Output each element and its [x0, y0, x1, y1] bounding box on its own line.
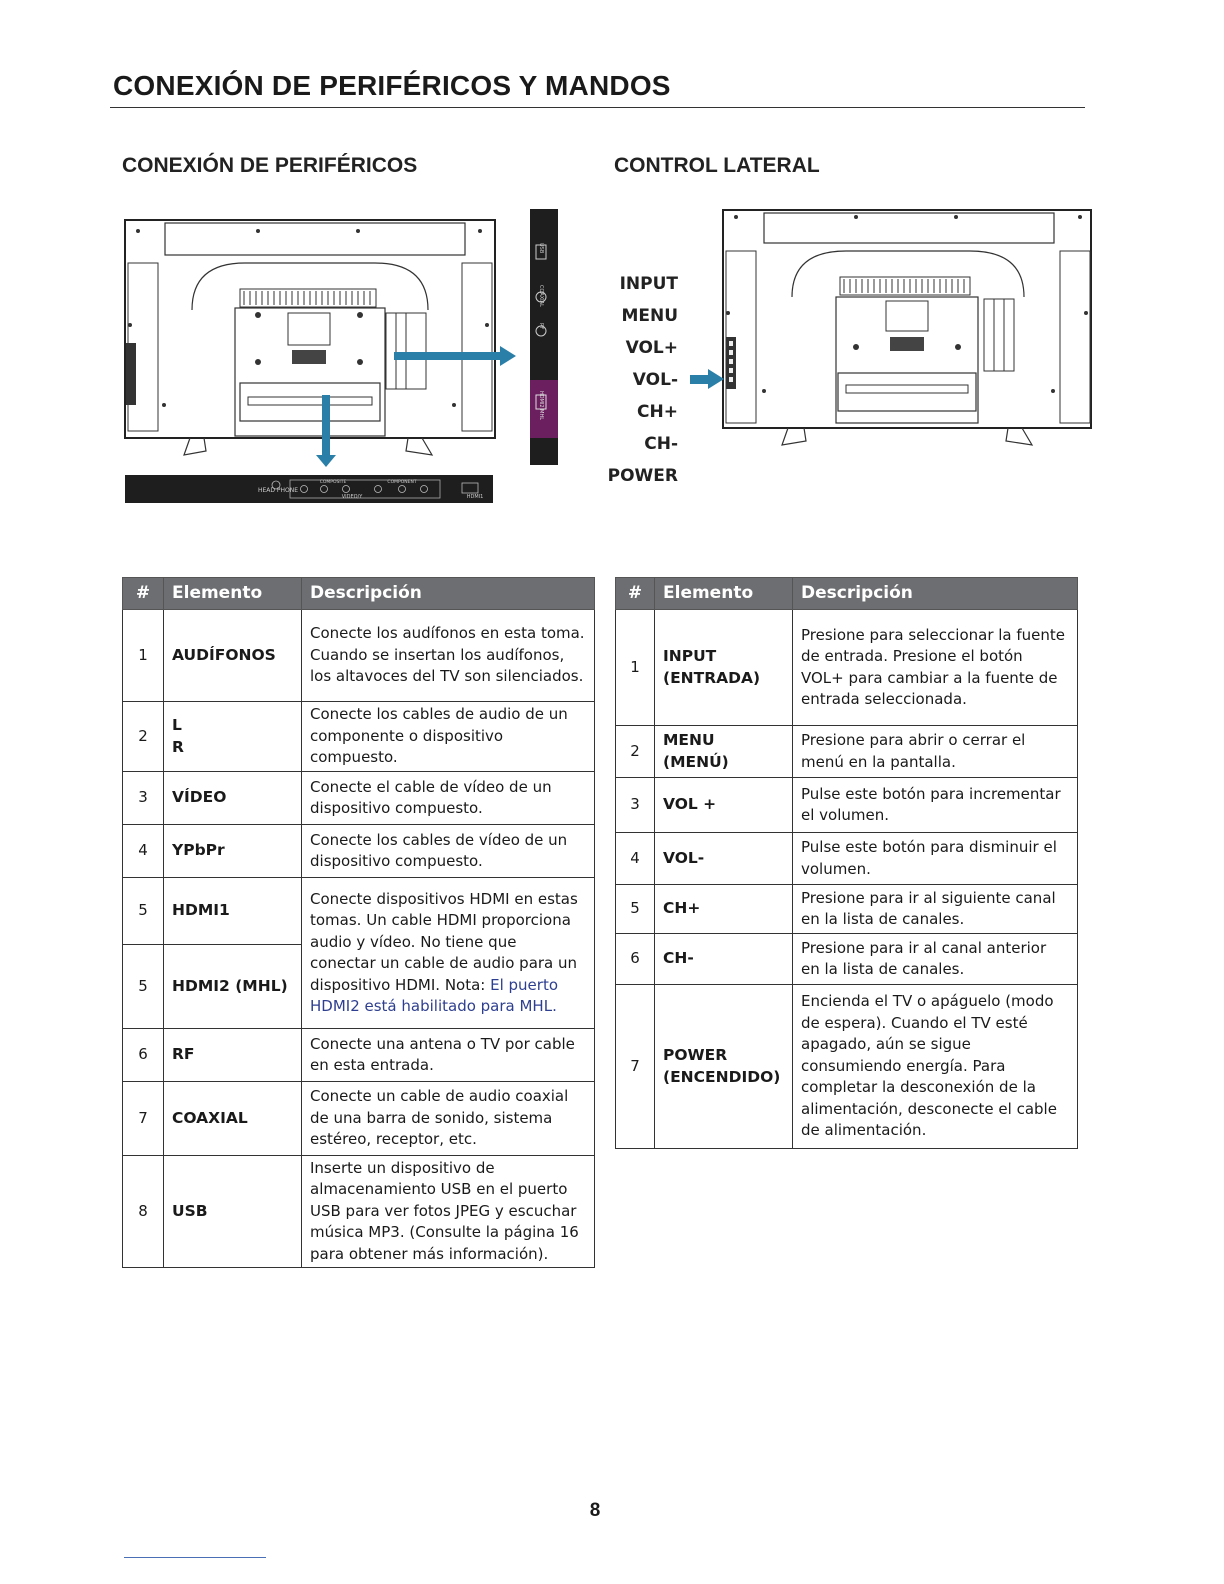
row-element: VOL- — [655, 833, 793, 885]
label-headphone: HEAD PHONE — [257, 487, 299, 494]
side-label-vol-down: VOL- — [632, 370, 678, 390]
row-description: Pulse este botón para disminuir el volumen. — [793, 833, 1078, 885]
label-hdmi1: HDMI1 — [466, 494, 484, 500]
row-element — [164, 702, 302, 772]
title-divider — [110, 107, 1085, 108]
row-element: YPbPr — [164, 825, 302, 878]
arrow-right-head — [500, 346, 516, 366]
row-element: RF — [164, 1029, 302, 1082]
tv-side-control-figure — [688, 205, 1098, 460]
row-description: Inserte un dispositivo de almacenamiento USB en el puerto USB para ver fotos JPEG y escuchar música MP3. (Consulte la página 16 para obtener más información). — [302, 1156, 595, 1268]
page-title: CONEXIÓN DE PERIFÉRICOS Y MANDOS — [113, 70, 671, 101]
table-row — [123, 1029, 595, 1082]
tv-back-diagram — [120, 205, 565, 510]
label-usb: USB — [538, 243, 544, 254]
row-description: Conecte los cables de vídeo de un dispositivo compuesto. — [302, 825, 595, 878]
row-num: 4 — [616, 833, 655, 885]
col-header-num: # — [123, 578, 164, 610]
side-label-power: POWER — [607, 466, 678, 486]
table-row — [123, 1082, 595, 1156]
row-num: 1 — [123, 610, 164, 702]
row-description-hdmi — [302, 878, 595, 1029]
col-header-element: Elemento — [164, 578, 302, 610]
row-element: HDMI2 (MHL) — [164, 945, 302, 1029]
row-element: HDMI1 — [164, 878, 302, 945]
row-element — [655, 610, 793, 726]
row-description: Encienda el TV o apáguelo (modo de espera). Cuando el TV esté apagado, aún se sigue consumiendo energía. Para completar la desconexión de la alimentación, desconecte el cable de alimentación. — [793, 985, 1078, 1149]
table-header-row — [616, 578, 1078, 610]
label-composite: COMPOSITE — [319, 480, 347, 485]
row-element: COAXIAL — [164, 1082, 302, 1156]
table-row — [123, 825, 595, 878]
row-description: Pulse este botón para incrementar el volumen. — [793, 778, 1078, 833]
row-num: 3 — [123, 772, 164, 825]
row-element: CH+ — [655, 885, 793, 934]
col-header-description: Descripción — [793, 578, 1078, 610]
label-hdmi2-mhl: HDMI2 MHL — [538, 391, 544, 421]
row-num: 2 — [616, 726, 655, 778]
side-control-table — [615, 577, 1078, 1149]
hdmi-description: Conecte dispositivos HDMI en estas tomas. Un cable HDMI proporciona audio y vídeo. No tiene que conectar un cable de audio para un dispositivo HDMI. — [310, 889, 578, 994]
row-element — [655, 985, 793, 1149]
element-name-es: (ENTRADA) — [663, 668, 761, 687]
row-num: 7 — [616, 985, 655, 1149]
row-num: 5 — [123, 945, 164, 1029]
note-text: El puerto HDMI2 está habilitado para MHL. — [310, 975, 559, 1015]
row-num: 2 — [123, 702, 164, 772]
arrow-down-body — [322, 395, 330, 455]
arrow-side-body — [690, 375, 710, 384]
section-title-side-control: CONTROL LATERAL — [614, 154, 820, 177]
table-row — [123, 610, 595, 702]
row-element: CH- — [655, 934, 793, 985]
table-row — [616, 833, 1078, 885]
row-num: 6 — [616, 934, 655, 985]
row-description: Conecte los cables de audio de un componente o dispositivo compuesto. — [302, 702, 595, 772]
table-row — [123, 702, 595, 772]
table-header-row — [123, 578, 595, 610]
row-num: 1 — [616, 610, 655, 726]
element-name: INPUT — [663, 647, 717, 665]
table-row — [616, 778, 1078, 833]
row-description: Presione para abrir o cerrar el menú en la pantalla. — [793, 726, 1078, 778]
row-description: Presione para seleccionar la fuente de entrada. Presione el botón VOL+ para cambiar a la fuente de entrada seleccionada. — [793, 610, 1078, 726]
table-row — [123, 772, 595, 825]
note-label: Nota: — [444, 975, 491, 994]
side-label-menu: MENU — [621, 306, 678, 326]
row-num: 5 — [123, 878, 164, 945]
row-num: 6 — [123, 1029, 164, 1082]
table-row — [123, 1156, 595, 1268]
row-element — [655, 726, 793, 778]
element-l: L — [172, 716, 182, 734]
row-num: 8 — [123, 1156, 164, 1268]
row-description: Conecte el cable de vídeo de un dispositivo compuesto. — [302, 772, 595, 825]
connections-table — [122, 577, 595, 1268]
side-label-ch-up: CH+ — [637, 402, 678, 422]
element-name: POWER — [663, 1046, 728, 1064]
table-row — [616, 726, 1078, 778]
row-num: 5 — [616, 885, 655, 934]
element-name: MENU — [663, 731, 715, 749]
row-description: Conecte un cable de audio coaxial de una barra de sonido, sistema estéreo, receptor, etc. — [302, 1082, 595, 1156]
side-label-ch-down: CH- — [644, 434, 678, 454]
footnote-rule — [124, 1557, 266, 1558]
row-description: Presione para ir al canal anterior en la lista de canales. — [793, 934, 1078, 985]
label-coaxial: COAXIAL — [538, 285, 544, 307]
table-row — [616, 985, 1078, 1149]
label-component: COMPONENT — [387, 480, 417, 485]
row-description: Presione para ir al siguiente canal en la lista de canales. — [793, 885, 1078, 934]
arrow-side-head — [708, 369, 724, 389]
tv-side-diagram — [688, 205, 1098, 455]
arrow-right-body — [394, 352, 500, 360]
table-row — [616, 610, 1078, 726]
tv-back-connections-figure — [120, 205, 565, 515]
label-rf: RF — [538, 323, 544, 330]
element-name-es: (MENÚ) — [663, 752, 729, 771]
element-name-es: (ENCENDIDO) — [663, 1067, 781, 1086]
col-header-element: Elemento — [655, 578, 793, 610]
table-row — [616, 934, 1078, 985]
side-button-labels — [604, 270, 678, 494]
row-num: 4 — [123, 825, 164, 878]
col-header-num: # — [616, 578, 655, 610]
col-header-description: Descripción — [302, 578, 595, 610]
side-label-vol-up: VOL+ — [625, 338, 678, 358]
element-r: R — [172, 737, 184, 756]
row-description: Conecte los audífonos en esta toma. Cuando se insertan los audífonos, los altavoces del TV son silenciados. — [302, 610, 595, 702]
row-element: VÍDEO — [164, 772, 302, 825]
label-video-y: VIDEO/Y — [341, 494, 363, 500]
row-element: USB — [164, 1156, 302, 1268]
arrow-down-head — [316, 455, 336, 467]
table-row — [616, 885, 1078, 934]
section-title-connections: CONEXIÓN DE PERIFÉRICOS — [122, 154, 418, 177]
side-label-input: INPUT — [619, 274, 678, 294]
row-element: AUDÍFONOS — [164, 610, 302, 702]
row-description: Conecte una antena o TV por cable en esta entrada. — [302, 1029, 595, 1082]
table-row — [123, 878, 595, 945]
row-num: 3 — [616, 778, 655, 833]
row-num: 7 — [123, 1082, 164, 1156]
row-element: VOL + — [655, 778, 793, 833]
page-number: 8 — [589, 1500, 601, 1521]
